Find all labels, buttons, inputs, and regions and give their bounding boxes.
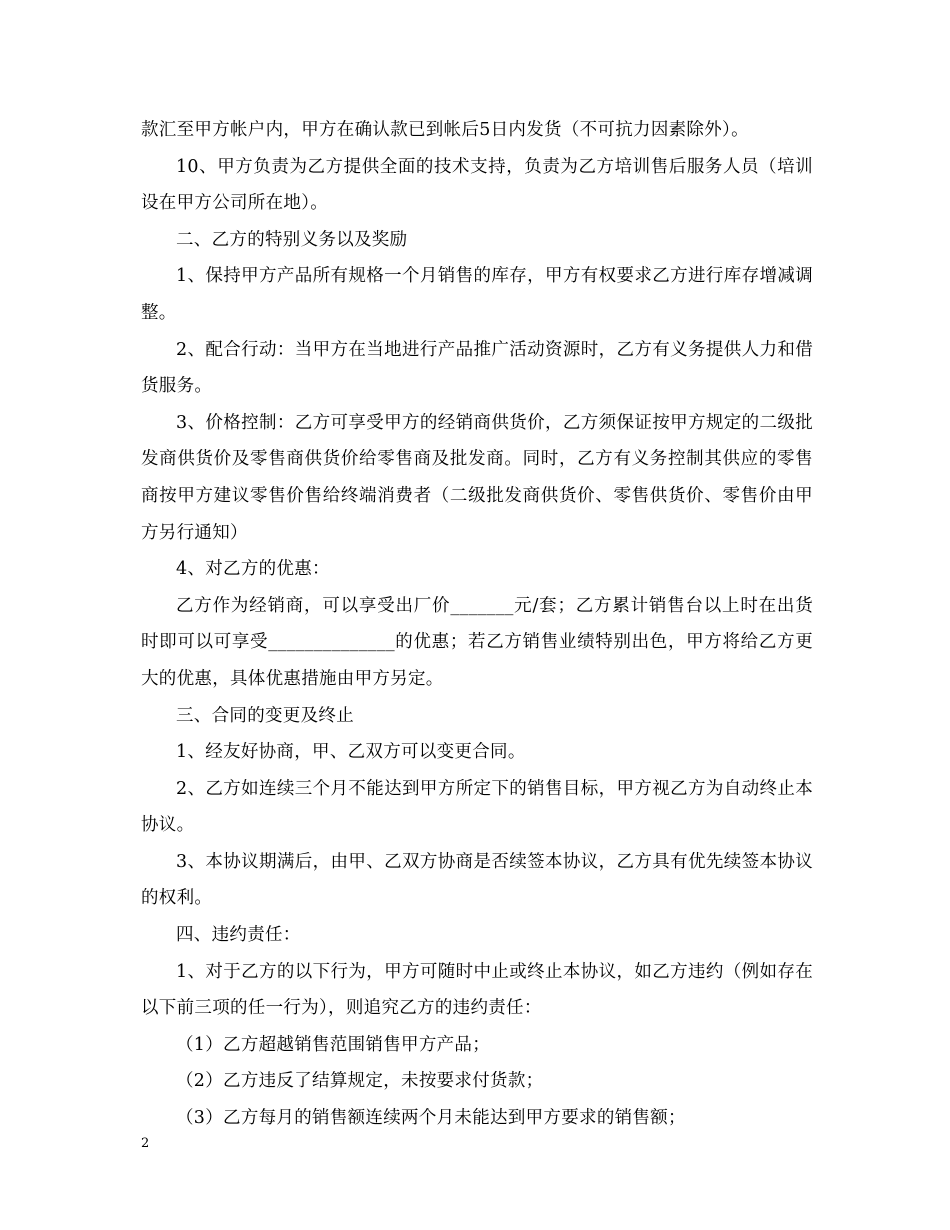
list-item-1: （1）乙方超越销售范围销售甲方产品； xyxy=(176,1034,491,1055)
paragraph-4: 2、配合行动：当甲方在当地进行产品推广活动资源时，乙方有义务提供人力和借货服务。 xyxy=(141,339,813,397)
document-body xyxy=(141,112,813,1137)
paragraph-5: 3、价格控制：乙方可享受甲方的经销商供货价，乙方须保证按甲方规定的二级批发商供货价及零售商供货价给零售商及批发商。同时，乙方有义务控制其供应的零售商按甲方建议零售价售给终端消费者（二级批发商供货价、零售供货价、零售价由甲方另行通知） xyxy=(141,412,813,543)
paragraph-7: 乙方作为经销商，可以享受出厂价_______元/套；乙方累计销售台以上时在出货时即可以可享受______________的优惠；若乙方销售业绩特别出色，甲方将给乙方更大的优惠，具体优惠措施由甲方另定。 xyxy=(141,595,813,689)
paragraph-3: 1、保持甲方产品所有规格一个月销售的库存，甲方有权要求乙方进行库存增减调整。 xyxy=(141,266,813,323)
paragraph-8: 1、经友好协商，甲、乙双方可以变更合同。 xyxy=(176,742,526,763)
page-number: 2 xyxy=(141,1136,150,1151)
section-heading-4: 四、违约责任： xyxy=(176,925,301,946)
paragraph-9: 2、乙方如连续三个月不能达到甲方所定下的销售目标，甲方视乙方为自动终止本协议。 xyxy=(141,778,813,836)
paragraph-2: 10、甲方负责为乙方提供全面的技术支持，负责为乙方培训售后服务人员（培训设在甲方公司所在地）。 xyxy=(141,156,813,214)
section-heading-3: 三、合同的变更及终止 xyxy=(176,705,354,726)
list-item-3: （3）乙方每月的销售额连续两个月未能达到甲方要求的销售额； xyxy=(176,1108,686,1129)
paragraph-10: 3、本协议期满后，由甲、乙双方协商是否续签本协议，乙方具有优先续签本协议的权利。 xyxy=(141,851,813,909)
section-heading-2: 二、乙方的特别义务以及奖励 xyxy=(176,229,408,250)
list-item-2: （2）乙方违反了结算规定，未按要求付货款； xyxy=(176,1071,544,1092)
paragraph-1: 款汇至甲方帐户内，甲方在确认款已到帐后5日内发货（不可抗力因素除外）。 xyxy=(141,120,749,140)
paragraph-11: 1、对于乙方的以下行为，甲方可随时中止或终止本协议，如乙方违约（例如存在以下前三项的任一行为），则追究乙方的违约责任： xyxy=(141,961,813,1019)
paragraph-6: 4、对乙方的优惠： xyxy=(176,559,330,580)
